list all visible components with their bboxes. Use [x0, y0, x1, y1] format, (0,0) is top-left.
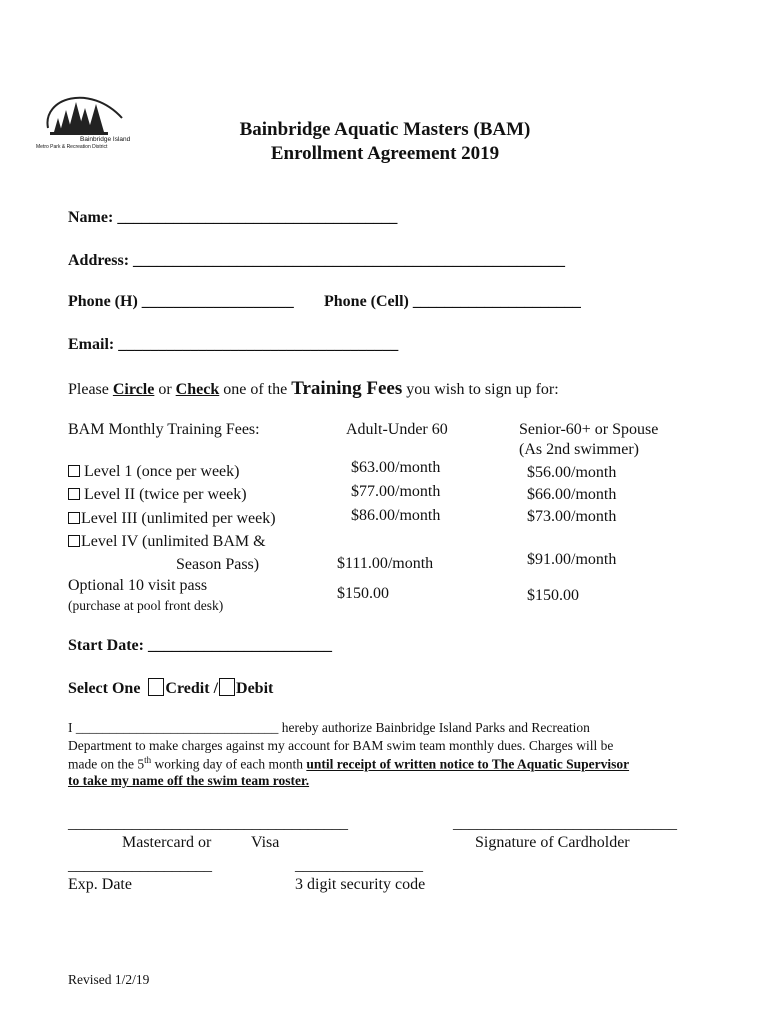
authorization-line-1	[68, 720, 590, 736]
checkbox-icon[interactable]	[68, 465, 80, 477]
optional-pass-label: Optional 10 visit pass	[68, 577, 208, 594]
level-2-option[interactable]	[68, 486, 247, 504]
debit-checkbox[interactable]	[219, 678, 235, 696]
address-field[interactable]	[68, 252, 565, 270]
signature-label: Signature of Cardholder	[475, 834, 630, 851]
level-3-label: Level III (unlimited per week)	[81, 510, 276, 527]
level-3-adult-price: $86.00/month	[351, 507, 441, 524]
level-2-label: Level II (twice per week)	[84, 486, 247, 503]
security-code-blank[interactable]: ________________	[295, 857, 423, 874]
authorization-line-4: to take my name off the swim team roster.	[68, 773, 310, 788]
card-type-label-b: Visa	[251, 834, 280, 851]
instruction-or: or	[154, 381, 176, 398]
credit-checkbox[interactable]	[148, 678, 164, 696]
signature-blank[interactable]: ____________________________	[453, 815, 677, 832]
phone-home-field[interactable]	[68, 293, 294, 311]
checkbox-icon[interactable]	[68, 488, 80, 500]
select-one-label: Select One	[68, 680, 141, 697]
level-1-label: Level 1 (once per week)	[84, 463, 240, 480]
optional-senior-price: $150.00	[527, 587, 579, 604]
debit-label: Debit	[236, 680, 274, 697]
email-blank: ___________________________________	[118, 336, 399, 353]
instruction-prefix: Please	[68, 381, 113, 398]
auth-line3-bold: until receipt of written notice to The Aquatic Supervisor	[306, 756, 630, 772]
checkbox-icon[interactable]	[68, 512, 80, 524]
optional-pass-note: (purchase at pool front desk)	[68, 598, 224, 613]
instruction-check: Check	[175, 381, 220, 398]
instruction-training-fees: Training Fees	[291, 378, 403, 399]
level-4-option[interactable]	[68, 533, 266, 551]
start-date-field[interactable]	[68, 637, 332, 655]
card-number-blank[interactable]: ___________________________________	[68, 815, 348, 832]
authorization-line-2: Department to make charges against my account for BAM swim team monthly dues. Charges will be	[68, 738, 614, 753]
name-label: Name:	[68, 209, 114, 226]
logo-org-line2: Metro Park & Recreation District	[36, 144, 108, 150]
page-title: Bainbridge Aquatic Masters (BAM)	[239, 119, 531, 140]
address-label: Address:	[68, 252, 130, 269]
auth-prefix: I	[68, 720, 73, 735]
fees-heading: BAM Monthly Training Fees:	[68, 421, 260, 438]
col-senior-subheader: (As 2nd swimmer)	[519, 441, 639, 458]
page-subtitle: Enrollment Agreement 2019	[270, 143, 500, 164]
exp-date-blank[interactable]: __________________	[68, 857, 212, 874]
level-4-label-line2: Season Pass)	[176, 556, 260, 573]
instruction-mid: one of the	[219, 381, 292, 398]
instruction-circle: Circle	[112, 381, 155, 398]
level-3-senior-price: $73.00/month	[527, 508, 617, 525]
credit-label: Credit /	[165, 680, 219, 697]
name-field[interactable]	[68, 209, 397, 227]
email-label: Email:	[68, 336, 115, 353]
phone-home-label: Phone (H)	[68, 293, 138, 310]
checkbox-icon[interactable]	[68, 535, 80, 547]
phone-cell-field[interactable]	[324, 293, 581, 311]
revised-date: Revised 1/2/19	[68, 972, 150, 987]
level-1-senior-price: $56.00/month	[527, 464, 617, 481]
level-4-label: Level IV (unlimited BAM &	[81, 533, 266, 550]
auth-line3-sup: th	[144, 755, 152, 765]
security-code-label: 3 digit security code	[295, 876, 426, 893]
auth-suffix: hereby authorize Bainbridge Island Parks and Recreation	[281, 720, 590, 735]
level-3-option[interactable]	[68, 510, 276, 528]
level-2-adult-price: $77.00/month	[351, 483, 441, 500]
level-2-senior-price: $66.00/month	[527, 486, 617, 503]
instruction-line	[68, 378, 559, 400]
payment-select	[68, 678, 273, 698]
start-date-label: Start Date:	[68, 637, 144, 654]
phone-home-blank: ___________________	[141, 293, 294, 310]
auth-line3-prefix: made on the 5	[68, 756, 145, 772]
phone-cell-label: Phone (Cell)	[324, 293, 409, 310]
level-4-adult-price: $111.00/month	[337, 555, 434, 572]
name-blank: ___________________________________	[117, 209, 398, 226]
card-type-label-a: Mastercard or	[122, 834, 212, 851]
level-4-senior-price: $91.00/month	[527, 551, 617, 568]
level-1-adult-price: $63.00/month	[351, 459, 441, 476]
instruction-suffix: you wish to sign up for:	[402, 381, 559, 398]
level-1-option[interactable]	[68, 463, 239, 481]
col-adult-header: Adult-Under 60	[346, 421, 448, 438]
start-date-blank: _______________________	[147, 637, 332, 654]
phone-cell-blank: _____________________	[412, 293, 581, 310]
email-field[interactable]	[68, 336, 398, 354]
col-senior-header: Senior-60+ or Spouse	[519, 421, 659, 438]
authorization-line-3	[68, 755, 629, 773]
auth-name-blank[interactable]: ______________________________	[75, 720, 279, 735]
exp-date-label: Exp. Date	[68, 876, 132, 893]
logo-org-line1: Bainbridge Island	[80, 136, 131, 143]
address-blank: ______________________________________________________	[133, 252, 566, 269]
auth-line3-mid: working day of each month	[151, 756, 307, 772]
optional-adult-price: $150.00	[337, 585, 389, 602]
